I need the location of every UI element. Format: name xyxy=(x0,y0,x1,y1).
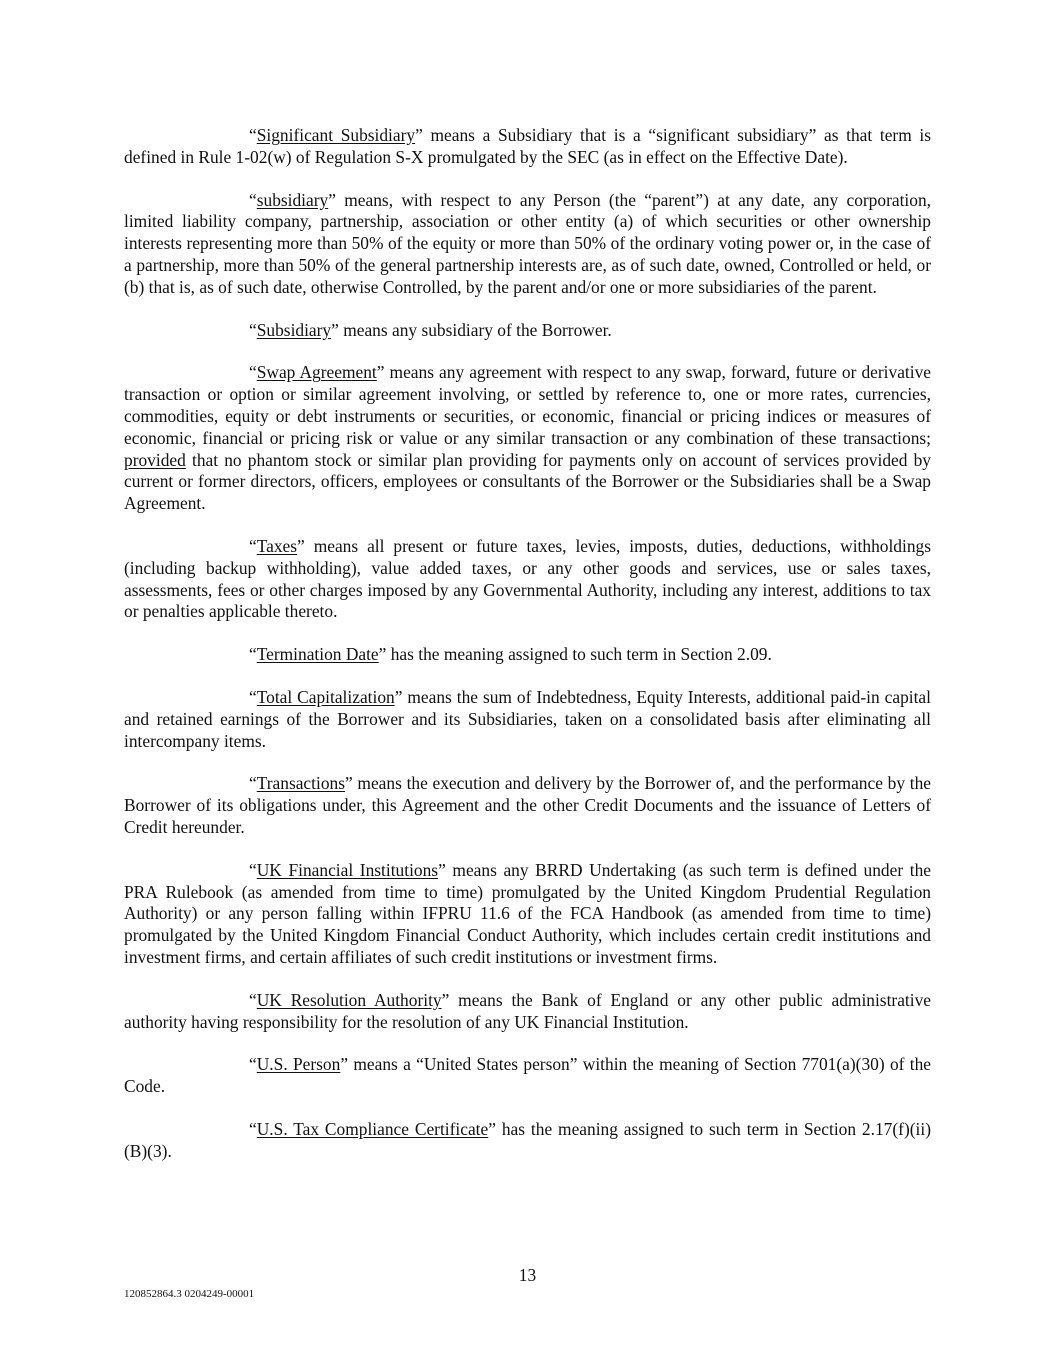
defined-term: Subsidiary xyxy=(256,319,332,340)
defined-term: Termination Date xyxy=(256,644,379,665)
definition-text: means all present or future taxes, levies, imposts, duties, deductions, withholdings (including backup withholding), value added taxes, or any other goods and services, use or sales taxes, assessments, fees or other charges imposed by any Governmental Authority, including any interest, additions to tax or penalties applicable thereto. xyxy=(124,535,931,622)
defined-term: Transactions xyxy=(256,773,345,794)
definition-paragraph: “U.S. Person” means a “United States person” within the meaning of Section 7701(a)(30) of the Code. xyxy=(124,1054,931,1097)
page-number: 13 xyxy=(518,1265,537,1285)
definition-text: means the sum of Indebtedness, Equity Interests, additional paid-in capital and retained earnings of the Borrower and its Subsidiaries, taken on a consolidated basis after eliminating all intercompany items. xyxy=(124,686,931,751)
definition-paragraph: “Taxes” means all present or future taxes, levies, imposts, duties, deductions, withholdings (including backup withholding), value added taxes, or any other goods and services, use or sales taxes, assessments, fees or other charges imposed by any Governmental Authority, including any interest, additions to tax or penalties applicable thereto. xyxy=(124,535,931,622)
defined-term: subsidiary xyxy=(256,189,329,210)
definition-text: has the meaning assigned to such term in Section 2.09. xyxy=(386,644,772,665)
definition-paragraph: “U.S. Tax Compliance Certificate” has the meaning assigned to such term in Section 2.17(f)(ii)(B)(3). xyxy=(124,1118,931,1161)
definition-paragraph: “Transactions” means the execution and delivery by the Borrower of, and the performance by the Borrower of its obligations under, this Agreement and the other Credit Documents and the issuance of Letters of Credit hereunder. xyxy=(124,773,931,837)
defined-term: U.S. Tax Compliance Certificate xyxy=(256,1118,489,1139)
defined-term: Taxes xyxy=(256,535,298,556)
definition-paragraph: “Termination Date” has the meaning assigned to such term in Section 2.09. xyxy=(249,644,772,665)
definition-text: means the execution and delivery by the Borrower of, and the performance by the Borrower of its obligations under, this Agreement and the other Credit Documents and the issuance of Letters of Credit hereunder. xyxy=(124,773,931,837)
definition-text: means a “United States person” within the meaning of Section 7701(a)(30) of the Code. xyxy=(124,1054,931,1097)
definition-text: means any subsidiary of the Borrower. xyxy=(338,319,612,340)
definition-paragraph: “Total Capitalization” means the sum of Indebtedness, Equity Interests, additional paid-in capital and retained earnings of the Borrower and its Subsidiaries, taken on a consolidated basis after eliminating all intercompany items. xyxy=(124,686,931,751)
defined-term: Swap Agreement xyxy=(256,362,377,383)
definition-text: means the Bank of England or any other public administrative authority having responsibility for the resolution of any UK Financial Institution. xyxy=(124,989,931,1032)
defined-term: Total Capitalization xyxy=(256,686,395,707)
definition-paragraph: “UK Resolution Authority” means the Bank of England or any other public administrative authority having responsibility for the resolution of any UK Financial Institution. xyxy=(124,989,931,1032)
defined-term: UK Resolution Authority xyxy=(256,989,442,1010)
definition-text-continued: that no phantom stock or similar plan providing for payments only on account of services provided by current or former directors, officers, employees or consultants of the Borrower or the Subsidiaries shall be a Swap Agreement. xyxy=(124,449,931,514)
definition-text: means any agreement with respect to any swap, forward, future or derivative transaction or option or similar agreement involving, or settled by reference to, one or more rates, currencies, commodities, equity or debt instruments or securities, or economic, financial or pricing indices or measures of economic, financial or pricing risk or value or any similar transaction or any combination of these transactions; xyxy=(124,362,931,448)
definition-paragraph: “Swap Agreement” means any agreement with respect to any swap, forward, future or derivative transaction or option or similar agreement involving, or settled by reference to, one or more rates, currencies, commodities, equity or debt instruments or securities, or economic, financial or pricing indices or measures of economic, financial or pricing risk or value or any similar transaction or any combination of these transactions; provided that no phantom stock or similar plan providing for payments only on account of services provided by current or former directors, officers, employees or consultants of the Borrower or the Subsidiaries shall be a Swap Agreement. xyxy=(124,362,931,514)
defined-term: U.S. Person xyxy=(256,1054,341,1075)
definition-paragraph: “Significant Subsidiary” means a Subsidiary that is a “significant subsidiary” as that term is defined in Rule 1-02(w) of Regulation S-X promulgated by the SEC (as in effect on the Effective Date). xyxy=(124,125,931,167)
definition-paragraph: “subsidiary” means, with respect to any Person (the “parent”) at any date, any corporation, limited liability company, partnership, association or other entity (a) of which securities or other ownership interests representing more than 50% of the equity or more than 50% of the ordinary voting power or, in the case of a partnership, more than 50% of the general partnership interests are, as of such date, owned, Controlled or held, or (b) that is, as of such date, otherwise Controlled, by the parent and/or one or more subsidiaries of the parent. xyxy=(124,189,931,297)
definition-paragraph: “UK Financial Institutions” means any BRRD Undertaking (as such term is defined under the PRA Rulebook (as amended from time to time) promulgated by the United Kingdom Prudential Regulation Authority) or any person falling within IFPRU 11.6 of the FCA Handbook (as amended from time to time) promulgated by the United Kingdom Financial Conduct Authority, which includes certain credit institutions and investment firms, and certain affiliates of such credit institutions or investment firms. xyxy=(124,859,931,967)
document-body xyxy=(124,125,931,1183)
definition-paragraph: “Subsidiary” means any subsidiary of the Borrower. xyxy=(249,319,612,340)
definition-text: means any BRRD Undertaking (as such term is defined under the PRA Rulebook (as amended from time to time) promulgated by the United Kingdom Prudential Regulation Authority) or any person falling within IFPRU 11.6 of the FCA Handbook (as amended from time to time) promulgated by the United Kingdom Financial Conduct Authority, which includes certain credit institutions and investment firms, and certain affiliates of such credit institutions or investment firms. xyxy=(124,859,931,967)
defined-term: UK Financial Institutions xyxy=(256,859,439,880)
document-id: 120852864.3 0204249-00001 xyxy=(124,1288,255,1300)
underlined-inline-term: provided xyxy=(124,449,186,470)
definition-text: means, with respect to any Person (the “parent”) at any date, any corporation, limited liability company, partnership, association or other entity (a) of which securities or other ownership interests representing more than 50% of the equity or more than 50% of the ordinary voting power or, in the case of a partnership, more than 50% of the general partnership interests are, as of such date, owned, Controlled or held, or (b) that is, as of such date, otherwise Controlled, by the parent and/or one or more subsidiaries of the parent. xyxy=(124,189,931,297)
definition-text: has the meaning assigned to such term in Section 2.17(f)(ii)(B)(3). xyxy=(124,1118,931,1161)
defined-term: Significant Subsidiary xyxy=(256,125,416,145)
definition-text: means a Subsidiary that is a “significant subsidiary” as that term is defined in Rule 1-02(w) of Regulation S-X promulgated by the SEC (as in effect on the Effective Date). xyxy=(124,125,931,167)
